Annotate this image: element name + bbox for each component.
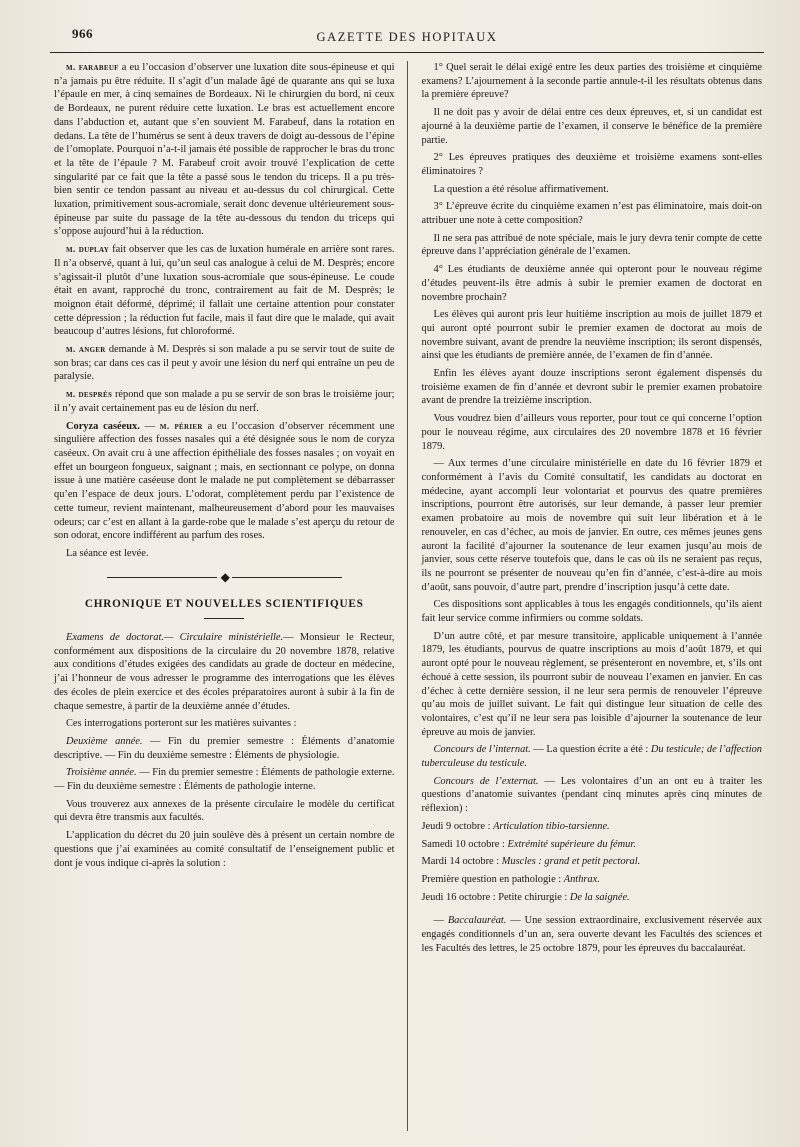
- page-header: [50, 24, 764, 53]
- left-column: [50, 61, 407, 1131]
- paragraph-dispositions: Ces dispositions sont applicables à tous les engagés conditionnels, qu’ils aient fait leur service comme infirmiers ou comme soldats.: [421, 599, 763, 625]
- paragraph-vous-voudrez: Vous voudrez bien d’ailleurs vous reporter, pour tout ce qui concerne l’option pour le nouveau régime, aux circulaires des 20 novembre 1878 et 16 février 1879.: [421, 413, 763, 452]
- journal-title: GAZETTE DES HOPITAUX: [316, 30, 498, 44]
- list-item: Mardi 14 octobre : Muscles : grand et petit pectoral.: [421, 856, 641, 868]
- paragraph-troisieme-annee: Troisième année. — Fin du premier semestre : Éléments de pathologie externe. — Fin du deuxième semestre : Éléments de pathologie interne.: [54, 767, 395, 793]
- paragraph-q2: 2° Les épreuves pratiques des deuxième et troisième examens sont-elles éliminatoires ?: [421, 152, 763, 177]
- paragraph-farabeuf: m. farabeuf a eu l’occasion d’observer une luxation dite sous-épineuse et qui n’a jamais pu être réduite. Il s’agit d’un malade âgé de quarante ans qui se luxa l’épaule en mer, à cinq semaines de Bordeaux. Ni le chirurgien du bord, ni ceux de Bordeaux, ne purent réduire cette luxation. Le bras est actuellement encore dans l’abduction et, autant que s’en souvient M. Farabeuf, dans la rotation en dedans. La tête de l’humérus se sent à deux travers de doigt au-dessous de l’épine de l’omoplate. Pourquoi n’a-t-il jamais été possible de rapprocher le bras du tronc et la tête de l’épaule ? M. Farabeuf croit avoir trouvé l’explication de cette singularité par ce fait que la tête a passé sous le tendon du triceps. Il a pu très-bien sentir ce tendon passant au niveau et au-dessus du col chirurgical. Cette luxation, primitivement sous-acromiale, serait donc devenue ultérieurement sous-épineuse par suite du passage de la tête au-dessous du tendon du triceps qui s’oppose aujourd’hui à la réduction.: [54, 62, 395, 238]
- paragraph-coryza: Coryza caséeux. — m. périer a eu l’occasion d’observer récemment une singulière affection des fosses nasales qui a été désignée sous le nom de coryza caséeux. On avait cru à une affection épithéliale des fosses nasales ; on voyait en effet un bourgeon fongueux, saignant ; mais, en sectionnant ce polype, on donna issue à une matière caséeuse dont le malade ne put complètement se débarrasser qu’en l’espace de deux jours. L’odorat, complètement perdu par l’existence de cette tumeur, revient maintenant, malheureusement d’abord pour les mauvaises odeurs; car c’est en allant à la garde-robe que le malade s’est aperçu du retour de son odorat, encore indifférent au parfum des roses.: [54, 420, 395, 542]
- speaker-name: m. anger: [66, 344, 106, 356]
- speaker-name: m. desprès: [66, 389, 113, 401]
- paragraph-q3: 3° L’épreuve écrite du cinquième examen n’est pas éliminatoire, mais doit-on attribuer une note à cette composition?: [421, 201, 763, 227]
- paragraph-duplay: m. duplay fait observer que les cas de luxation humérale en arrière sont rares. Il n’a observé, quant à lui, qu’un seul cas analogue à celui de M. Desprès; encore s’agissait-il plutôt d’une luxation sous-acromiale que sous-épineuse. Le coude était en avant, rapproché du tronc, contrairement au fait de M. Desprès; le moignon était déformé, déprimé; il fallait une certaine attention pour constater cette dépression ; la réduction fut facile, mais il faut dire que le malade, qui avait beaucoup d’autres lésions, fut chloroformé.: [54, 244, 395, 338]
- paragraph-internat: Concours de l’internat. — La question écrite a été : Du testicule; de l’affection tuberculeuse du testicule.: [421, 744, 763, 770]
- paragraph-circulaire: Examens de doctorat.— Circulaire ministérielle.— Monsieur le Recteur, conformément aux dispositions de la circulaire du 20 novembre 1878, relative aux conditions d’études exigées des candidats au grade de docteur en médecine, j’ai l’honneur de vous adresser le programme des interrogations que les élèves des écoles de plein exercice et des écoles préparatoires auront à subir à la fin de chaque semestre, à partir de la deuxième année d’études.: [54, 632, 395, 712]
- topic-heading: Coryza caséeux.: [66, 420, 140, 432]
- paragraph-q1: 1° Quel serait le délai exigé entre les deux parties des troisième et cinquième examens? L’ajournement à la seconde partie annule-t-il les résultats obtenus dans la première épreuve?: [421, 62, 763, 101]
- paragraph-a3: Il ne sera pas attribué de note spéciale, mais le jury devra tenir compte de cette épreuve dans l’appréciation générale de l’examen.: [421, 232, 763, 258]
- paragraph-mesure-transitoire: D’un autre côté, et par mesure transitoire, applicable uniquement à l’année 1879, les étudiants, pourvus de quatre inscriptions au mois d’août 1879, et qui auront opté pour le nouveau règlement, se présenteront en novembre, et, s’ils ont échoué à cette session, ils pourront subir de nouveau l’examen en janvier. En cas d’échec à cette dernière session, il ne leur sera permis de renouveler l’épreuve qu’au mois de juillet suivant. Le fait qui distingue leur situation de celle des volontaires, c’est qu’il ne leur sera pas loisible d’ajourner la soutenance de leur épreuve au mois de janvier.: [421, 630, 763, 738]
- section-ornament: ◆: [54, 571, 395, 585]
- paragraph-seance-levee: La séance est levée.: [66, 547, 149, 559]
- paragraph-q4: 4° Les étudiants de deuxième année qui opteront pour le nouveau régime d’études peuvent-ils être admis à subir le premier examen de doctorat en novembre prochain?: [421, 264, 763, 303]
- paragraph-a2: La question a été résolue affirmativement.: [433, 183, 609, 195]
- speaker-name: m. farabeuf: [66, 62, 119, 73]
- text-columns: [50, 61, 764, 1131]
- paragraph-application-decret: L’application du décret du 20 juin soulève dès à présent un certain nombre de questions que j’ai examinées au comité consultatif de l’enseignement public et dont je vous indique ci-après la solution :: [54, 830, 395, 869]
- paragraph-despres: m. desprès répond que son malade a pu se servir de son bras le troisième jour; il n’y avait certainement pas eu de lésion du nerf.: [54, 389, 395, 414]
- list-item: Jeudi 16 octobre : Petite chirurgie : De la saignée.: [421, 891, 630, 903]
- paragraph-externat: Concours de l’externat. — Les volontaires d’un an ont eu à traiter les questions d’anatomie suivantes (pendant cinq minutes après cinq minutes de réflexion) :: [421, 775, 763, 815]
- section-title: CHRONIQUE ET NOUVELLES SCIENTIFIQUES: [84, 598, 364, 611]
- paragraph-enfin: Enfin les élèves ayant douze inscriptions seront également dispensés du troisième examen de fin d’année et devront subir le premier examen probatoire avant de prendre la treizième inscription.: [421, 368, 763, 407]
- speaker-name: m. périer: [159, 420, 203, 432]
- page-number: 966: [72, 26, 93, 41]
- paragraph-interrogations: Ces interrogations porteront sur les matières suivantes :: [66, 718, 297, 730]
- paragraph-deuxieme-annee: Deuxième année. — Fin du premier semestre : Éléments d’anatomie descriptive. — Fin du deuxième semestre : Éléments de physiologie.: [54, 735, 395, 761]
- paragraph-annexes: Vous trouverez aux annexes de la présente circulaire le modèle du certificat qui devra être transmis aux facultés.: [54, 798, 395, 824]
- section-divider: [204, 618, 244, 619]
- list-item: Première question en pathologie : Anthrax.: [421, 873, 600, 885]
- right-column: [408, 61, 765, 1131]
- list-item: Samedi 10 octobre : Extrémité supérieure du fémur.: [421, 838, 636, 850]
- list-item: Jeudi 9 octobre : Articulation tibio-tarsienne.: [421, 820, 610, 832]
- speaker-name: m. duplay: [66, 244, 110, 256]
- paragraph-anger: m. anger demande à M. Desprès si son malade a pu se servir tout de suite de son bras; car dans ces cas il peut y avoir une lésion du nerf qui entraîne un peu de paralysie.: [54, 344, 395, 383]
- paragraph-a4: Les élèves qui auront pris leur huitième inscription au mois de juillet 1879 et qui auront opté pourront subir le premier examen de doctorat au mois de novembre suivant, avant de prendre la neuvième inscription; ils seront dispensés, ainsi que les étudiants de première année, de l’examen de fin d’année.: [421, 309, 763, 362]
- paragraph-circulaire-fevrier: — Aux termes d’une circulaire ministérielle en date du 16 février 1879 et conformément à l’avis du Comité consultatif, les candidats au doctorat en médecine, ayant accompli leur volontariat et pourvus des quatre premières inscriptions, pourront être autorisés, sur leur demande, à passer leur premier examen probatoire au mois de novembre qui suit leur libération et à le renouveler, en cas d’échec, au mois de janvier. En outre, ces mêmes jeunes gens auront la facilité d’ajourner la soutenance de leur examen jusqu’au mois de janvier, sous cette réserve toutefois que, dans le cas où ils ne seraient pas reçus, ils ne pourront se présenter de nouveau qu’en fin d’année, c’est-à-dire au mois d’août, sans pouvoir, d’autre part, prendre d’inscription jusqu’à cette date.: [421, 458, 763, 593]
- paragraph-a1: Il ne doit pas y avoir de délai entre ces deux épreuves, et, si un candidat est ajourné à la deuxième partie de l’examen, il conserve le bénéfice de la première partie.: [421, 107, 763, 146]
- paragraph-baccalaureat: — Baccalauréat. — Une session extraordinaire, exclusivement réservée aux engagés conditionnels d’un an, sera ouverte devant les Facultés des sciences et les Facultés des lettres, le 25 octobre 1879, pour les épreuves du baccalauréat.: [421, 915, 763, 954]
